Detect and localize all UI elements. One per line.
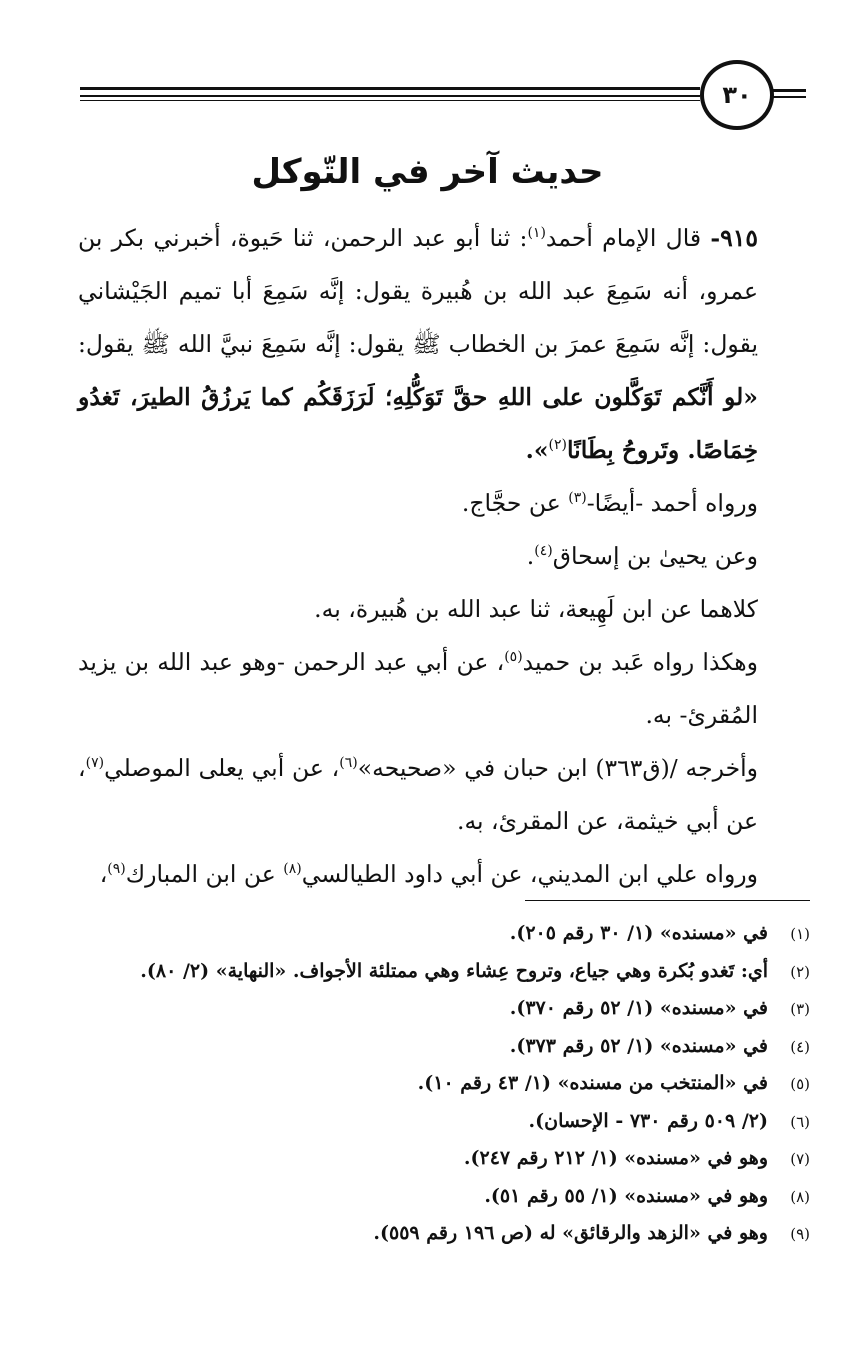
text-run: ، عن أبي عبد الرحمن -وهو عبد الله بن يزيد المُقرئ- به.	[78, 648, 758, 729]
header-rule-end	[772, 89, 806, 99]
paragraph	[78, 742, 808, 848]
text-run: كلاهما عن ابن لَهِيعة، ثنا عبد الله بن هُبيرة، به.	[314, 595, 758, 623]
text-run: ».	[525, 436, 549, 464]
text-run: ورواه علي ابن المديني، عن أبي داود الطيالسي	[301, 860, 758, 888]
paragraph	[78, 477, 808, 530]
main-text	[78, 212, 808, 901]
footnote	[78, 1103, 810, 1141]
footnote-ref: (٧)	[85, 755, 105, 772]
paragraph	[78, 583, 808, 636]
hadith-matn: «لو أَنَّكم تَوَكَّلون على اللهِ حقَّ تَوَكُّلِهِ؛ لَرَزَقَكُم كما يَرزُقُ الطيرَ، تَغدُو خِمَاصًا. وتَروحُ بِطَانًا	[78, 383, 758, 464]
footnote	[78, 915, 810, 953]
header-rule	[80, 87, 700, 103]
footnote	[78, 1140, 810, 1178]
footnotes	[78, 915, 810, 1253]
footnote-ref: (٤)	[534, 543, 553, 560]
footnote-divider	[525, 900, 810, 901]
footnote-text: في «مسنده» (١/ ٥٢ رقم ٣٧٠).	[509, 997, 768, 1019]
hadith-paragraph	[78, 212, 808, 477]
footnote-mark: (٧)	[790, 1150, 810, 1168]
footnote-ref: (٥)	[504, 649, 523, 666]
section-title: حديث آخر في التّوكل	[251, 152, 604, 192]
footnote-mark: (٦)	[790, 1112, 810, 1131]
footnote	[78, 1028, 810, 1066]
paragraph	[78, 530, 808, 583]
footnote-mark: (١)	[790, 925, 810, 943]
paragraph	[78, 848, 808, 901]
text-run: : ثنا أبو عبد الرحمن، ثنا حَيوة، أخبرني بكر بن عمرو، أنه سَمِعَ عبد الله بن هُبيرة يقول: إنَّه سَمِعَ أبا تميم الجَيْشاني يقول: إنَّه سَمِعَ عمرَ بن الخطاب ﷺ يقول: إنَّه سَمِعَ نبيَّ الله ﷺ يقول:	[78, 224, 758, 358]
footnote-text: في «مسنده» (١/ ٣٠ رقم ٢٠٥).	[509, 922, 768, 944]
footnote-text: أي: تَغدو بُكرة وهي جياع، وتروح عِشاء وهي ممتلئة الأجواف. «النهاية» (٢/ ٨٠).	[140, 959, 768, 982]
footnote-mark: (٢)	[790, 962, 810, 981]
footnote-ref: (٦)	[339, 755, 358, 772]
footnote-text: وهو في «مسنده» (١/ ٥٥ رقم ٥١).	[484, 1184, 768, 1207]
footnote-ref: (٣)	[568, 490, 587, 507]
footnote	[78, 953, 810, 991]
footnote-mark: (٣)	[790, 1000, 810, 1018]
text-run: عن حجَّاج.	[461, 489, 569, 517]
footnote-mark: (٩)	[790, 1225, 810, 1243]
hadith-number: ٩١٥-	[710, 224, 758, 252]
footnote	[78, 1215, 810, 1253]
footnote-text: وهو في «الزهد والرقائق» له (ص ١٩٦ رقم ٥٥٩).	[373, 1222, 768, 1244]
page-number: ٣٠	[700, 60, 774, 130]
footnote-ref: (٨)	[283, 861, 302, 878]
text-run: ، عن أبي يعلى الموصلي	[104, 754, 340, 782]
footnote	[78, 1065, 810, 1103]
text-run: ،	[99, 860, 108, 888]
paragraph	[78, 636, 808, 742]
text-run: ورواه أحمد -أيضًا-	[586, 489, 758, 517]
footnote-ref: (١)	[527, 225, 546, 242]
footnote-text: وهو في «مسنده» (١/ ٢١٢ رقم ٢٤٧).	[463, 1147, 768, 1169]
text-run: قال الإمام أحمد	[545, 224, 711, 252]
footnote-mark: (٥)	[790, 1075, 810, 1093]
footnote	[78, 990, 810, 1028]
footnote-text: في «مسنده» (١/ ٥٢ رقم ٣٧٣).	[509, 1034, 768, 1057]
footnote	[78, 1178, 810, 1216]
text-run: عن ابن المبارك	[125, 860, 284, 888]
footnote-mark: (٨)	[790, 1187, 810, 1206]
footnote-mark: (٤)	[790, 1037, 810, 1056]
text-run: وهكذا رواه عَبد بن حميد	[522, 648, 759, 676]
text-run: وأخرجه /(ق٣٦٣) ابن حبان في «صحيحه»	[357, 754, 758, 782]
text-run: .	[526, 542, 535, 570]
text-run: وعن يحيىٰ بن إسحاق	[552, 542, 758, 570]
footnote-text: في «المنتخب من مسنده» (١/ ٤٣ رقم ١٠).	[417, 1072, 768, 1094]
footnote-text: (٢/ ٥٠٩ رقم ٧٣٠ - الإحسان).	[528, 1109, 768, 1132]
footnote-ref: (٢)	[548, 437, 568, 454]
footnote-ref: (٩)	[107, 861, 126, 878]
text-run: ، عن أبي خيثمة، عن المقرئ، به.	[78, 754, 758, 835]
